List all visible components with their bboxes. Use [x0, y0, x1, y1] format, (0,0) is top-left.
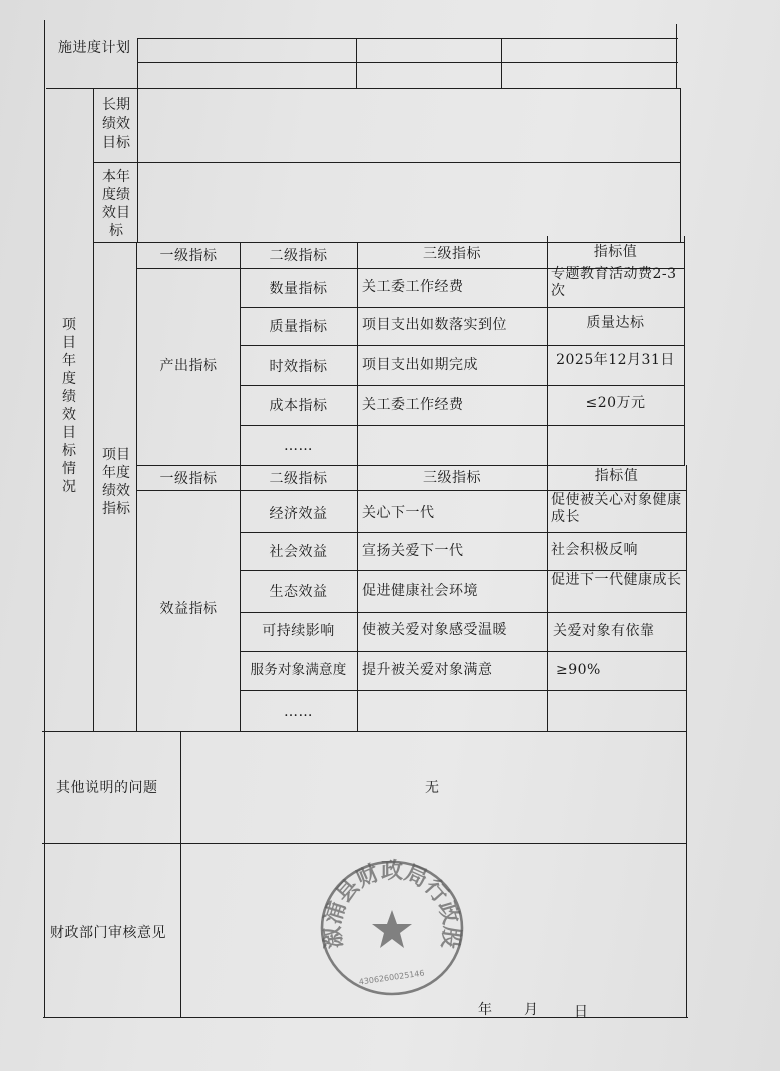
rule — [501, 38, 502, 89]
output-row-value: 2025年12月31日 — [556, 352, 675, 368]
rule — [240, 385, 684, 386]
rule — [240, 612, 686, 613]
benefit-level1: 效益指标 — [159, 601, 218, 617]
benefit-row-level2: 经济效益 — [269, 506, 328, 522]
benefit-row-level3: 使被关爱对象感受温暖 — [362, 622, 507, 638]
output-row-value: ≤20万元 — [585, 395, 646, 411]
plan-label: 施进度计划 — [58, 40, 131, 56]
header-level2: 二级指标 — [269, 248, 328, 264]
header-level1: 一级指标 — [159, 471, 218, 487]
benefit-row-level2: 社会效益 — [269, 544, 328, 560]
benefit-row-level3: 促进健康社会环境 — [362, 583, 478, 599]
output-row-value: 质量达标 — [586, 315, 645, 331]
rule — [43, 1017, 688, 1018]
output-row-level2: …… — [284, 438, 313, 454]
header-level3: 三级指标 — [423, 470, 481, 486]
rule — [676, 24, 677, 89]
other-notes-value: 无 — [425, 780, 440, 796]
section-title: 项目年度绩效目标情况 — [62, 317, 76, 495]
rule — [240, 690, 686, 691]
official-seal — [318, 858, 466, 998]
rule — [44, 20, 45, 1018]
date-day: 日 — [574, 1004, 589, 1020]
output-row-level3: 关工委工作经费 — [362, 279, 464, 295]
rule — [240, 532, 686, 533]
benefit-row-level3: 提升被关爱对象满意 — [362, 662, 493, 678]
benefit-row-level3: 宣扬关爱下一代 — [362, 543, 464, 559]
output-level1: 产出指标 — [159, 358, 218, 374]
output-row-value: 专题教育活动费2-3次 — [551, 266, 677, 299]
rule — [240, 307, 684, 308]
output-row-level2: 质量指标 — [269, 319, 328, 335]
rule — [680, 88, 681, 243]
benefit-row-value: 促进下一代健康成长 — [551, 572, 682, 588]
header-value: 指标值 — [593, 244, 638, 260]
finance-review-label: 财政部门审核意见 — [50, 925, 166, 941]
rule — [240, 425, 684, 426]
rule — [137, 88, 138, 243]
indicator-group-label: 项目年度绩效指标 — [102, 447, 130, 517]
rule — [240, 345, 684, 346]
other-notes-label: 其他说明的问题 — [56, 780, 158, 796]
star-icon — [372, 910, 412, 948]
rule — [240, 651, 686, 652]
benefit-row-value: 关爱对象有依靠 — [553, 623, 655, 639]
output-row-level3: 项目支出如数落实到位 — [362, 317, 507, 333]
rule — [686, 465, 687, 732]
output-row-level2: 时效指标 — [269, 359, 328, 375]
rule — [42, 731, 687, 732]
rule — [94, 162, 681, 163]
rule — [42, 843, 687, 844]
rule — [180, 731, 181, 1018]
benefit-row-level2: 服务对象满意度 — [250, 662, 347, 678]
benefit-row-level2: 生态效益 — [269, 584, 328, 600]
rule — [357, 242, 358, 732]
benefit-row-level3: 关心下一代 — [362, 505, 435, 521]
rule — [684, 236, 685, 466]
long-term-label: 长期绩效目标 — [102, 97, 130, 151]
rule — [137, 62, 678, 63]
rule — [93, 88, 94, 732]
date-month: 月 — [524, 1002, 539, 1018]
header-level2: 二级指标 — [269, 471, 328, 487]
header-level1: 一级指标 — [159, 248, 218, 264]
benefit-row-value: ≥90% — [556, 662, 601, 678]
header-level3: 三级指标 — [423, 246, 481, 262]
output-row-level2: 数量指标 — [269, 281, 328, 297]
benefit-row-level2: …… — [284, 704, 313, 720]
rule — [686, 731, 687, 1018]
benefit-row-value: 促使被关心对象健康成长 — [551, 492, 682, 525]
rule — [356, 38, 357, 89]
rule — [137, 465, 684, 466]
seal-code: 4306260025146 — [358, 968, 426, 987]
date-year: 年 — [478, 1002, 493, 1018]
output-row-level2: 成本指标 — [269, 398, 328, 414]
header-value: 指标值 — [594, 468, 639, 484]
rule — [137, 38, 138, 89]
seal-text: 溆浦县财政局行政股 — [319, 858, 465, 951]
benefit-row-value: 社会积极反响 — [551, 542, 638, 558]
benefit-row-level2: 可持续影响 — [262, 623, 335, 639]
output-row-level3: 关工委工作经费 — [362, 397, 464, 413]
rule — [137, 38, 678, 39]
output-row-level3: 项目支出如期完成 — [362, 357, 478, 373]
annual-label: 本年度绩效目标 — [102, 169, 130, 239]
rule — [46, 88, 681, 89]
